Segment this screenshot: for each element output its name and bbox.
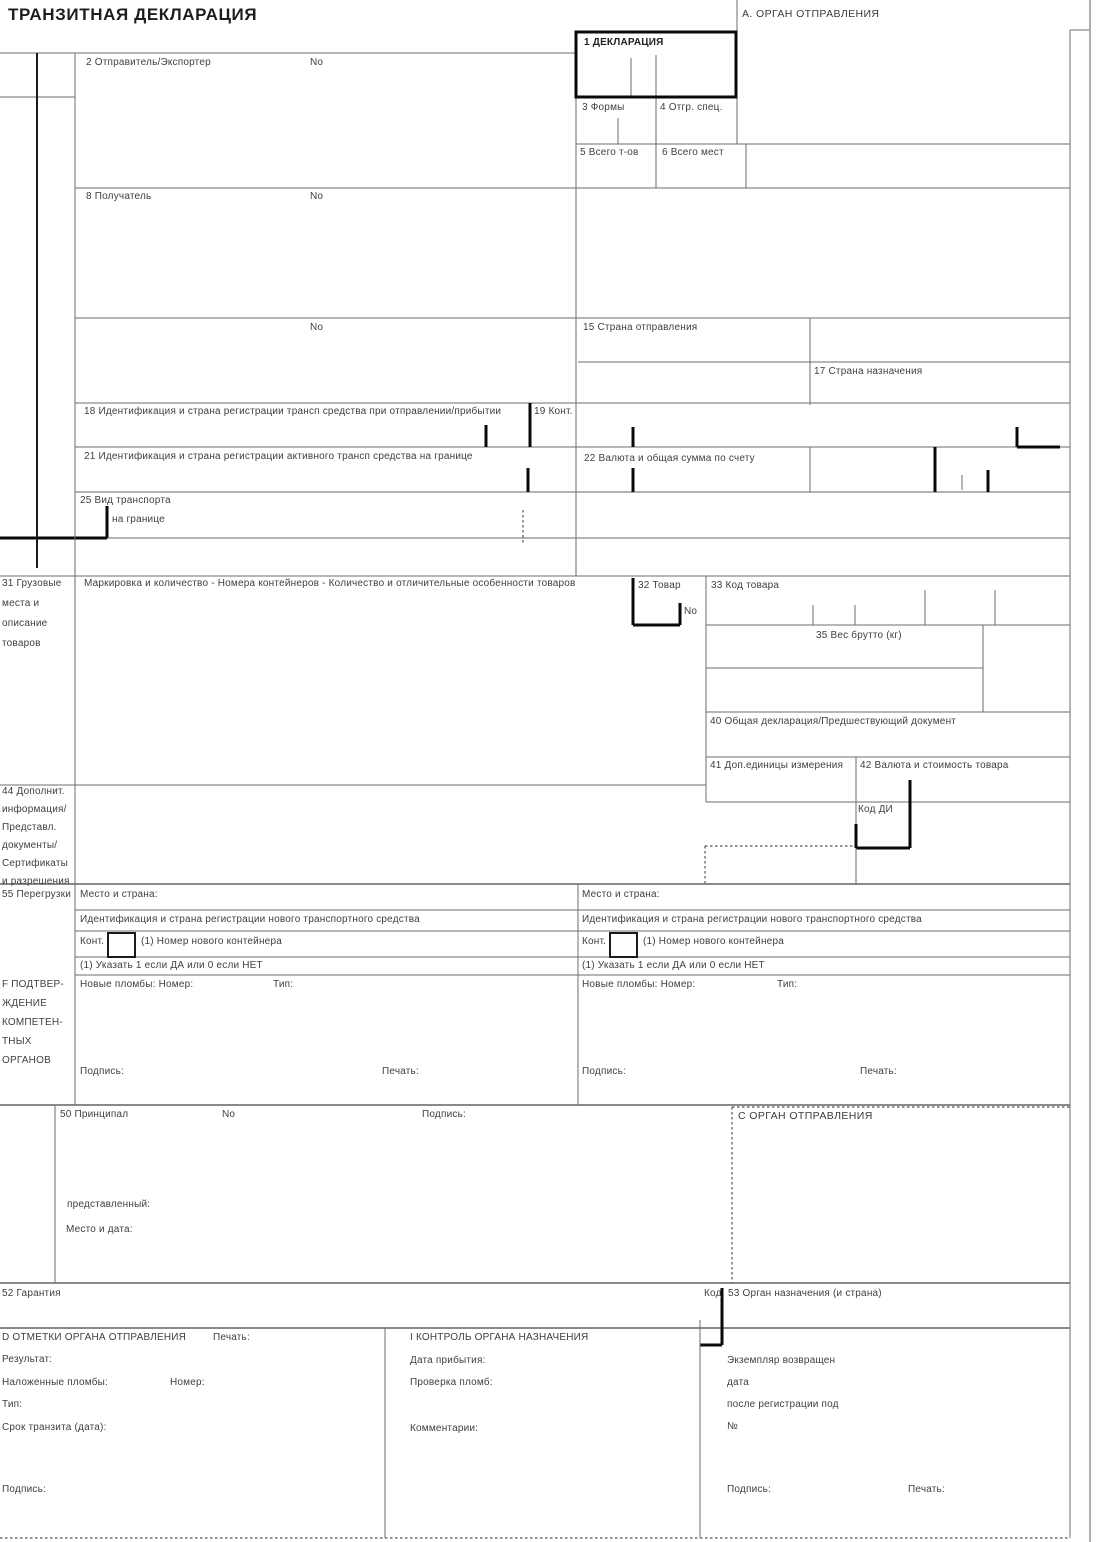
box-44-label-line: документы/	[2, 840, 58, 851]
box-19-label: 19 Конт.	[534, 406, 573, 417]
d-type-label: Тип:	[2, 1399, 23, 1410]
transship-left-place-label: Место и страна:	[80, 889, 158, 900]
box-6-label: 6 Всего мест	[662, 147, 724, 158]
box-40-label: 40 Общая декларация/Предшествующий документ	[710, 716, 957, 727]
d-signature-label: Подпись:	[2, 1484, 46, 1495]
field-goods-description[interactable]	[77, 578, 704, 783]
d-stamp-label: Печать:	[213, 1332, 250, 1343]
transship-left-ident-label: Идентификация и страна регистрации нового транспортного средства	[80, 914, 420, 925]
return-date-label: дата	[727, 1377, 750, 1388]
box-32-label: 32 Товар	[638, 580, 681, 591]
after-registration-label: после регистрации под	[727, 1399, 839, 1410]
box-31-label-line: описание	[2, 618, 48, 629]
f-left-seals-label: Новые пломбы: Номер:	[80, 979, 194, 990]
box-31-label-line: места и	[2, 598, 40, 609]
section-f-label-line: ТНЫХ	[2, 1036, 32, 1047]
box-41-label: 41 Доп.единицы измерения	[710, 760, 844, 771]
section-f-label-line: F ПОДТВЕР-	[2, 979, 64, 990]
f-right-seals-label: Новые пломбы: Номер:	[582, 979, 696, 990]
transship-right-ident-label: Идентификация и страна регистрации нового транспортного средства	[582, 914, 922, 925]
box-52-label: 52 Гарантия	[2, 1288, 61, 1299]
section-f-label-line: ЖДЕНИЕ	[2, 998, 47, 1009]
f-left-signature-label: Подпись:	[80, 1066, 124, 1077]
box-5-label: 5 Всего т-ов	[580, 147, 639, 158]
transship-right-container-label: (1) Номер нового контейнера	[643, 936, 784, 947]
f-left-stamp-label: Печать:	[382, 1066, 419, 1077]
section-i-title: I КОНТРОЛЬ ОРГАНА НАЗНАЧЕНИЯ	[410, 1332, 589, 1343]
box-55-label: 55 Перегрузки	[2, 889, 72, 900]
copy-returned-label: Экземпляр возвращен	[727, 1355, 836, 1366]
box-53-label: 53 Орган назначения (и страна)	[728, 1288, 882, 1299]
transship-right-place-label: Место и страна:	[582, 889, 660, 900]
box-17-label: 17 Страна назначения	[814, 366, 923, 377]
place-date-label: Место и дата:	[66, 1224, 133, 1235]
kod-di-label: Код ДИ	[858, 804, 893, 815]
box-42-label: 42 Валюта и стоимость товара	[860, 760, 1009, 771]
f-left-type-label: Тип:	[273, 979, 294, 990]
page-title: ТРАНЗИТНАЯ ДЕКЛАРАЦИЯ	[8, 5, 258, 24]
box-44-label-line: и разрешения	[2, 876, 70, 887]
box-2-label: 2 Отправитель/Экспортер	[86, 57, 211, 68]
box-44-label-line: 44 Дополнит.	[2, 786, 65, 797]
box-31-label-line: 31 Грузовые	[2, 578, 62, 589]
field-principal[interactable]	[57, 1107, 730, 1281]
box-c-office-label: C ОРГАН ОТПРАВЛЕНИЯ	[738, 1110, 873, 1122]
transship-left-note-label: (1) Указать 1 если ДА или 0 если НЕТ	[80, 960, 263, 971]
field-sender-exporter[interactable]	[77, 55, 574, 186]
box-4-label: 4 Отгр. спец.	[660, 102, 723, 113]
i-seal-check-label: Проверка пломб:	[410, 1377, 493, 1388]
transship-right-cont-label: Конт.	[582, 936, 607, 947]
box-32-no-label: No	[684, 606, 698, 617]
box-8-label: 8 Получатель	[86, 191, 152, 202]
box-44-label-line: информация/	[2, 804, 67, 815]
return-stamp-label: Печать:	[908, 1484, 945, 1495]
f-right-stamp-label: Печать:	[860, 1066, 897, 1077]
box-44-label-line: Представл.	[2, 822, 57, 833]
section-d-title: D ОТМЕТКИ ОРГАНА ОТПРАВЛЕНИЯ	[2, 1332, 187, 1343]
i-arrival-label: Дата прибытия:	[410, 1355, 486, 1366]
box-22-label: 22 Валюта и общая сумма по счету	[584, 453, 755, 464]
box-18-label: 18 Идентификация и страна регистрации трансп средства при отправлении/прибытии	[84, 406, 502, 417]
box-1-label: 1 ДЕКЛАРАЦИЯ	[584, 37, 664, 48]
field-additional-info[interactable]	[77, 787, 704, 882]
box-31-label-line: товаров	[2, 638, 41, 649]
box-44-label-line: Сертификаты	[2, 858, 69, 869]
d-result-label: Результат:	[2, 1354, 53, 1365]
field-consignee[interactable]	[77, 190, 574, 316]
box-35-label: 35 Вес брутто (кг)	[816, 630, 902, 641]
transship-left-cont-label: Конт.	[80, 936, 105, 947]
f-right-type-label: Тип:	[777, 979, 798, 990]
registration-num-label: №	[727, 1421, 738, 1432]
box-21-label: 21 Идентификация и страна регистрации активного трансп средства на границе	[84, 451, 473, 462]
box-25-label: 25 Вид транспорта	[80, 495, 171, 506]
box-15-label: 15 Страна отправления	[583, 322, 698, 333]
section-f-label-line: КОМПЕТЕН-	[2, 1017, 63, 1028]
box-31-description-label: Маркировка и количество - Номера контейнеров - Количество и отличительные особенности товаров	[84, 578, 576, 589]
box-2-no-label: No	[310, 57, 324, 68]
return-signature-label: Подпись:	[727, 1484, 771, 1495]
section-f-label-line: ОРГАНОВ	[2, 1055, 51, 1066]
code-label: Код	[704, 1288, 722, 1299]
box-a-office-label: A. ОРГАН ОТПРАВЛЕНИЯ	[742, 8, 880, 20]
box-50-no-label: No	[222, 1109, 236, 1120]
box-8-no-label: No	[310, 191, 324, 202]
i-comments-label: Комментарии:	[410, 1423, 479, 1434]
f-right-signature-label: Подпись:	[582, 1066, 626, 1077]
transship-left-container-label: (1) Номер нового контейнера	[141, 936, 282, 947]
box-33-label: 33 Код товара	[711, 580, 780, 591]
d-number-label: Номер:	[170, 1377, 205, 1388]
d-seals-label: Наложенные пломбы:	[2, 1377, 108, 1388]
box-25-sub-label: на границе	[112, 514, 165, 525]
box-3-label: 3 Формы	[582, 102, 625, 113]
box-50-label: 50 Принципал	[60, 1109, 129, 1120]
represented-label: представленный:	[67, 1199, 151, 1210]
box-50-signature-label: Подпись:	[422, 1109, 466, 1120]
third-party-no-label: No	[310, 322, 324, 333]
transship-right-note-label: (1) Указать 1 если ДА или 0 если НЕТ	[582, 960, 765, 971]
d-transit-term-label: Срок транзита (дата):	[2, 1422, 107, 1433]
